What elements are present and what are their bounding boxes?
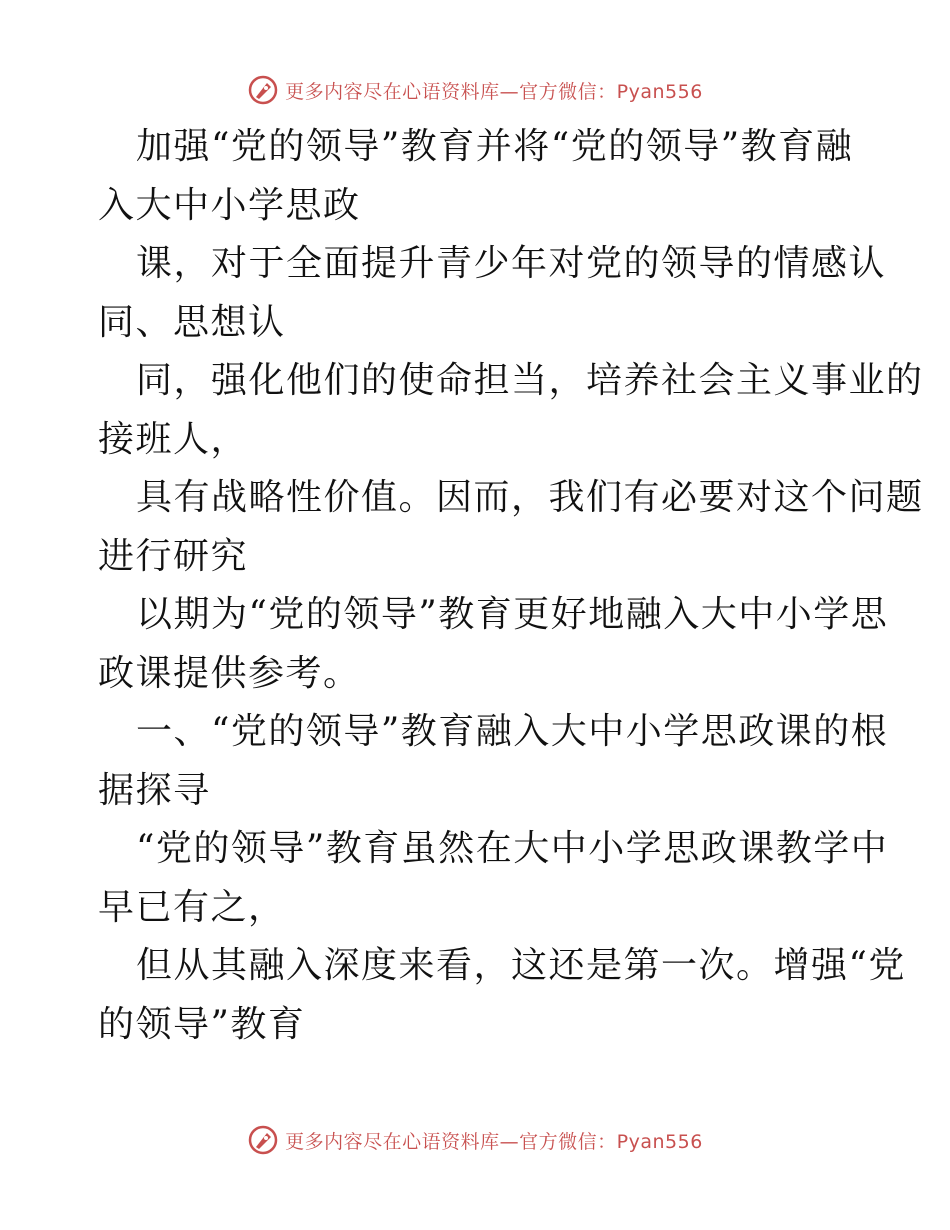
header-banner: [0, 70, 950, 110]
section-heading-line: 据探寻: [98, 769, 211, 811]
text-line: 的领导”教育: [98, 1003, 306, 1045]
text-line: “党的领导”教育虽然在大中小学思政课教学中: [136, 828, 889, 869]
text-line: 早已有之，: [98, 886, 286, 928]
text-line: 但从其融入深度来看，这还是第一次。增强“党: [136, 945, 906, 986]
document-body: [98, 118, 924, 1054]
text-line: 以期为“党的领导”教育更好地融入大中小学思: [136, 594, 889, 635]
text-line: 同、思想认: [98, 301, 286, 343]
pen-nib-circle-icon: [247, 74, 279, 106]
text-line: 接班人，: [98, 418, 249, 460]
header-banner-text: 更多内容尽在心语资料库—官方微信：Pyan556: [285, 80, 703, 103]
text-line: 政课提供参考。: [98, 652, 361, 694]
text-line: 进行研究: [98, 535, 249, 577]
text-line: 同，强化他们的使命担当，培养社会主义事业的: [136, 360, 924, 401]
footer-banner-text: 更多内容尽在心语资料库—官方微信：Pyan556: [285, 1130, 703, 1153]
text-line: 入大中小学思政: [98, 184, 361, 226]
footer-banner: [0, 1120, 950, 1160]
section-heading-line: 一、“党的领导”教育融入大中小学思政课的根: [136, 711, 889, 752]
text-line: 课，对于全面提升青少年对党的领导的情感认: [136, 243, 887, 284]
text-line: 加强“党的领导”教育并将“党的领导”教育融: [136, 126, 854, 167]
pen-nib-circle-icon: [247, 1124, 279, 1156]
text-line: 具有战略性价值。因而，我们有必要对这个问题: [136, 477, 924, 518]
